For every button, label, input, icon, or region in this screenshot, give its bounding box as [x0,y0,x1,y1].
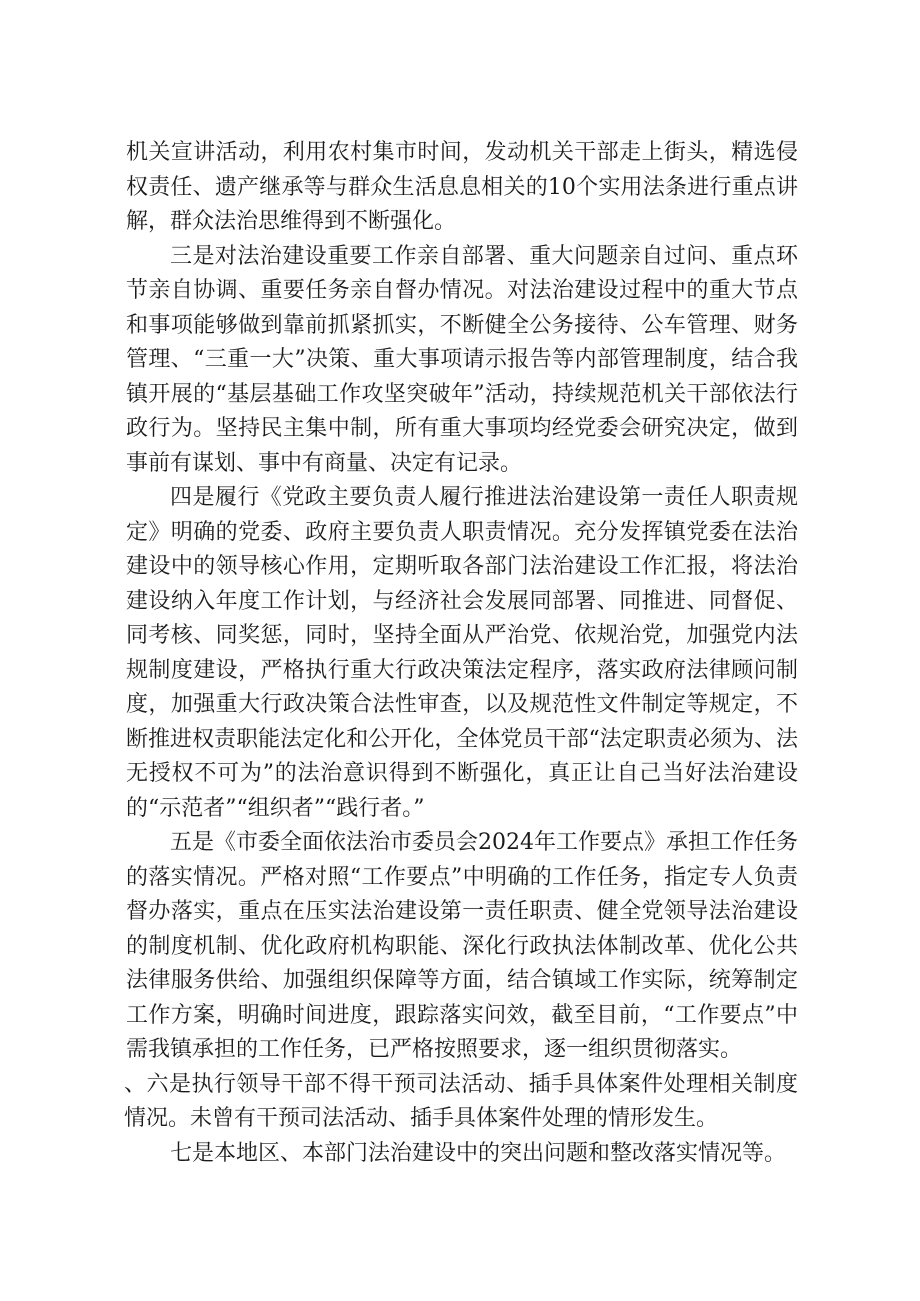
document-body [126,136,798,1171]
paragraph-item-6: 、六是执行领导干部不得干预司法活动、插手具体案件处理相关制度情况。未曾有干预司法活动、插手具体案件处理的情形发生。 [124,1071,798,1131]
paragraph-item-3: 三是对法治建设重要工作亲自部署、重大问题亲自过问、重点环节亲自协调、重要任务亲自督办情况。对法治建设过程中的重大节点和事项能够做到靠前抓紧抓实，不断健全公务接待、公车管理、财务管理、“三重一大”决策、重大事项请示报告等内部管理制度，结合我镇开展的“基层基础工作攻坚突破年”活动，持续规范机关干部依法行政行为。坚持民主集中制，所有重大事项均经党委会研究决定，做到事前有谋划、事中有商量、决定有记录。 [126,243,798,476]
paragraph-item-4: 四是履行《党政主要负责人履行推进法治建设第一责任人职责规定》明确的党委、政府主要负责人职责情况。充分发挥镇党委在法治建设中的领导核心作用，定期听取各部门法治建设工作汇报，将法治建设纳入年度工作计划，与经济社会发展同部署、同推进、同督促、同考核、同奖惩，同时，坚持全面从严治党、依规治党，加强党内法规制度建设，严格执行重大行政决策法定程序，落实政府法律顾问制度，加强重大行政决策合法性审查，以及规范性文件制定等规定，不断推进权责职能法定化和公开化，全体党员干部“法定职责必须为、法无授权不可为”的法治意识得到不断强化，真正让自己当好法治建设的“示范者”“组织者”“践行者。” [126,485,798,821]
paragraph-item-5: 五是《市委全面依法治市委员会2024年工作要点》承担工作任务的落实情况。严格对照“工作要点”中明确的工作任务，指定专人负责督办落实，重点在压实法治建设第一责任职责、健全党领导法治建设的制度机制、优化政府机构职能、深化行政执法体制改革、优化公共法律服务供给、加强组织保障等方面，结合镇域工作实际，统筹制定工作方案，明确时间进度，跟踪落实问效，截至目前，“工作要点”中需我镇承担的工作任务，已严格按照要求，逐一组织贯彻落实。 [126,830,798,1062]
paragraph-continuation: 机关宣讲活动，利用农村集市时间，发动机关干部走上街头，精选侵权责任、遗产继承等与群众生活息息相关的10个实用法条进行重点讲解，群众法治思维得到不断强化。 [126,140,798,234]
paragraph-item-7: 七是本地区、本部门法治建设中的突出问题和整改落实情况等。 [170,1140,787,1166]
